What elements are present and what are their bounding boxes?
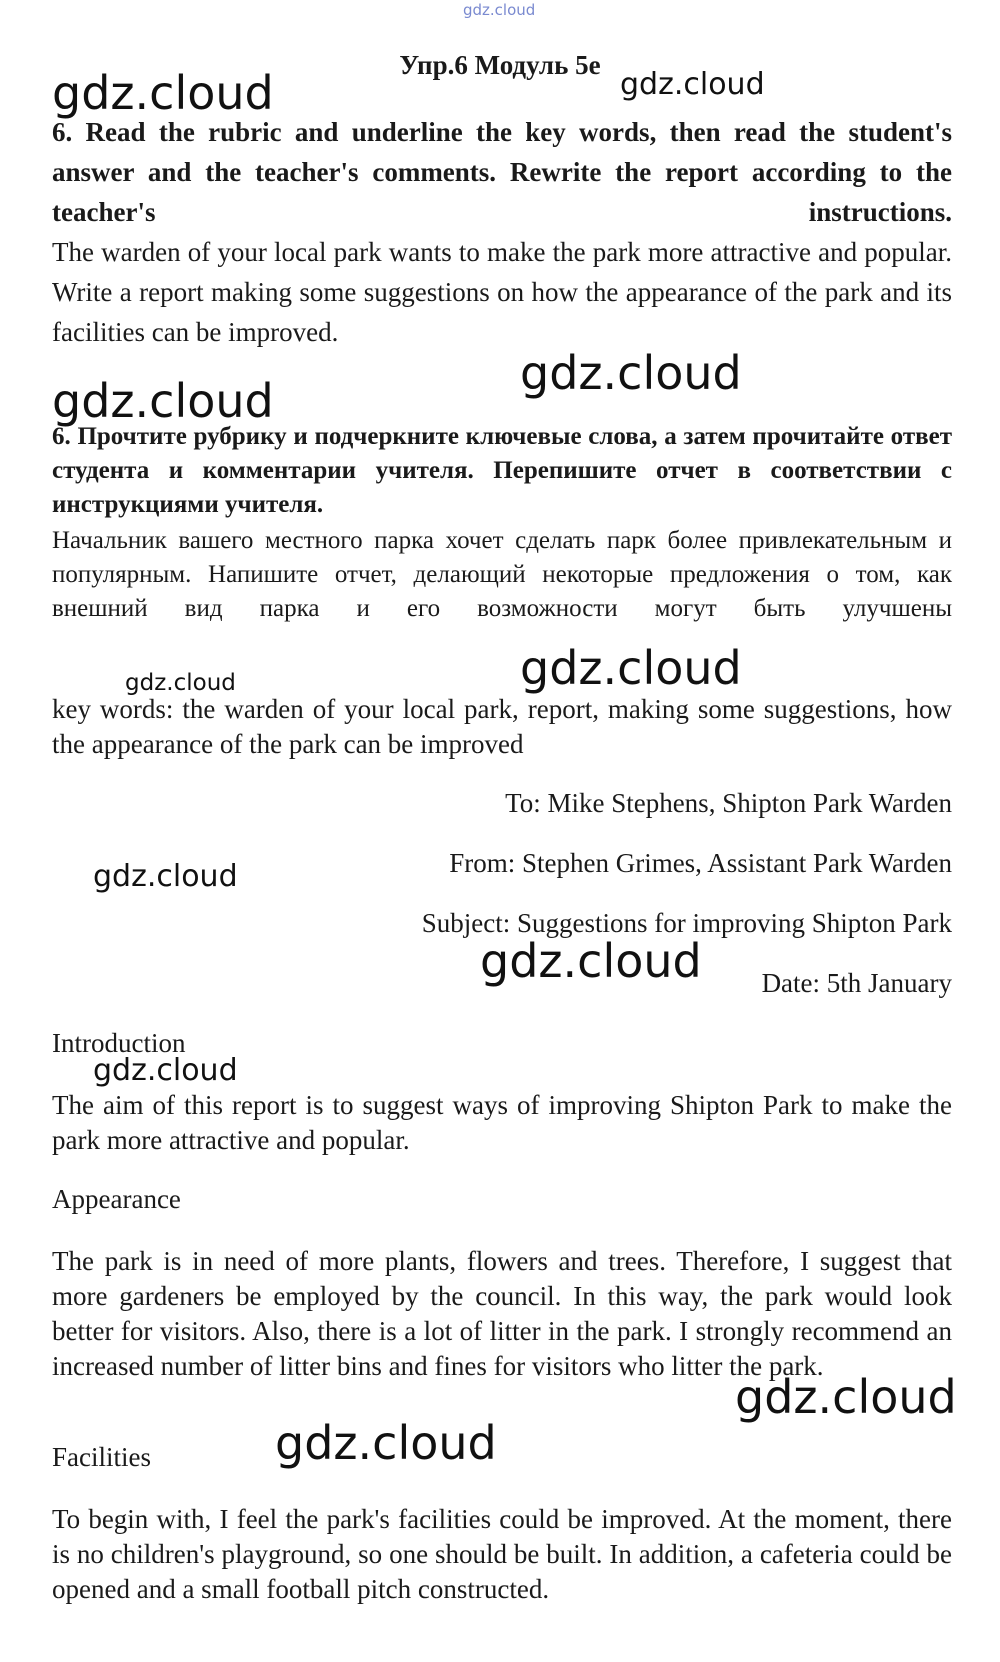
watermark: gdz.cloud xyxy=(480,934,702,988)
watermark: gdz.cloud xyxy=(620,67,765,102)
watermark: gdz.cloud xyxy=(125,670,236,696)
watermark: gdz.cloud xyxy=(520,641,742,695)
watermark: gdz.cloud xyxy=(275,1416,497,1470)
rubric-russian xyxy=(52,524,952,626)
introduction-heading: Introduction xyxy=(52,1028,186,1058)
page-title: Упр.6 Модуль 5е xyxy=(399,50,601,80)
report-from: From: Stephen Grimes, Assistant Park Warden xyxy=(449,848,952,878)
key-words: key words: the warden of your local park, report, making some suggestions, how the appearance of the park can be improved xyxy=(52,694,952,759)
appearance-heading: Appearance xyxy=(52,1184,181,1214)
watermark: gdz.cloud xyxy=(52,66,274,120)
report-subject: Subject: Suggestions for improving Shipton Park xyxy=(421,908,952,938)
report-date: Date: 5th January xyxy=(761,968,952,998)
watermark-top: gdz.cloud xyxy=(463,1,536,19)
watermark: gdz.cloud xyxy=(735,1370,957,1424)
task-english: 6. Read the rubric and underline the key words, then read the student's answer and the teacher's comments. Rewrite the report according to the teacher's instructions. xyxy=(52,117,952,227)
rubric-russian-text: Начальник вашего местного парка хочет сделать парк более привлекательным и популярным. Напишите отчет, делающий некоторые предложения о том, как внешний вид парка и его возможности могут быть улучшены xyxy=(52,527,952,622)
task-russian: 6. Прочтите рубрику и подчеркните ключевые слова, а затем прочитайте ответ студента и комментарии учителя. Перепишите отчет в соответствии с инструкциями учителя. xyxy=(52,423,952,518)
facilities-heading: Facilities xyxy=(52,1442,151,1472)
watermark: gdz.cloud xyxy=(93,859,238,894)
facilities-text: To begin with, I feel the park's facilities could be improved. At the moment, there is no children's playground, so one should be built. In addition, a cafeteria could be opened and a small football pitch constructed. xyxy=(52,1504,952,1604)
introduction-text: The aim of this report is to suggest ways of improving Shipton Park to make the park more attractive and popular. xyxy=(52,1090,952,1155)
rubric-english: The warden of your local park wants to make the park more attractive and popular. Write a report making some suggestions on how the appearance of the park and its facilities can be improved. xyxy=(52,237,952,347)
report-to: To: Mike Stephens, Shipton Park Warden xyxy=(505,788,952,818)
watermark: gdz.cloud xyxy=(93,1053,238,1088)
appearance-text: The park is in need of more plants, flowers and trees. Therefore, I suggest that more gardeners be employed by the council. In this way, the park would look better for visitors. Also, there is a lot of litter in the park. I strongly recommend an increased number of litter bins and fines for visitors who litter the park. xyxy=(52,1246,952,1381)
watermark: gdz.cloud xyxy=(520,346,742,400)
watermark: gdz.cloud xyxy=(52,374,274,428)
